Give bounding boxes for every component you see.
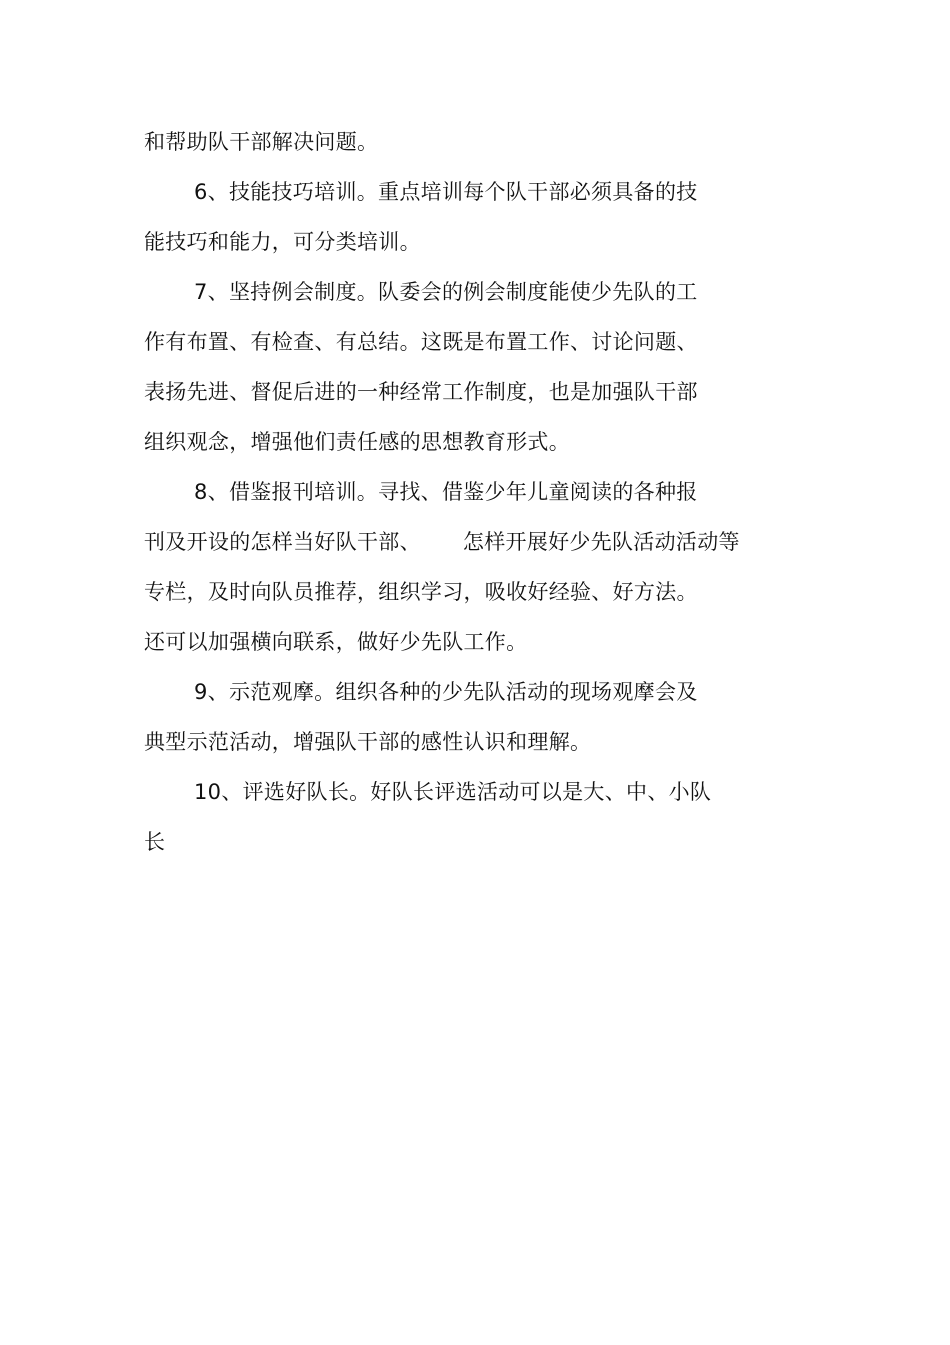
paragraph-7-line-2: 作有布置、有检查、有总结。这既是布置工作、讨论问题、 (144, 330, 698, 354)
paragraph-6-line-2: 能技巧和能力，可分类培训。 (144, 230, 421, 254)
paragraph-10-line-1: 10、评选好队长。好队长评选活动可以是大、中、小队 (194, 780, 712, 804)
paragraph-8-line-1: 8、借鉴报刊培训。寻找、借鉴少年儿童阅读的各种报 (194, 480, 698, 504)
paragraph-9-line-2: 典型示范活动，增强队干部的感性认识和理解。 (144, 730, 592, 754)
paragraph-8-line-2-part-1: 刊及开设的怎样当好队干部、 (144, 530, 421, 554)
paragraph-8-line-4: 还可以加强横向联系，做好少先队工作。 (144, 630, 528, 654)
paragraph-7-line-3: 表扬先进、督促后进的一种经常工作制度，也是加强队干部 (144, 380, 698, 404)
paragraph-7-line-1: 7、坚持例会制度。队委会的例会制度能使少先队的工 (194, 280, 698, 304)
paragraph-7-line-4: 组织观念，增强他们责任感的思想教育形式。 (144, 430, 570, 454)
paragraph-8-line-2-part-2: 怎样开展好少先队活动活动等 (462, 530, 740, 554)
paragraph-8-line-2 (144, 517, 784, 567)
document-body (144, 117, 784, 867)
paragraph-6-line-1: 6、技能技巧培训。重点培训每个队干部必须具备的技 (194, 180, 698, 204)
paragraph-10-line-2: 长 (144, 830, 166, 854)
paragraph-8-line-3: 专栏，及时向队员推荐，组织学习，吸收好经验、好方法。 (144, 580, 698, 604)
paragraph-9-line-1: 9、示范观摩。组织各种的少先队活动的现场观摩会及 (194, 680, 698, 704)
text-line: 和帮助队干部解决问题。 (144, 130, 379, 154)
